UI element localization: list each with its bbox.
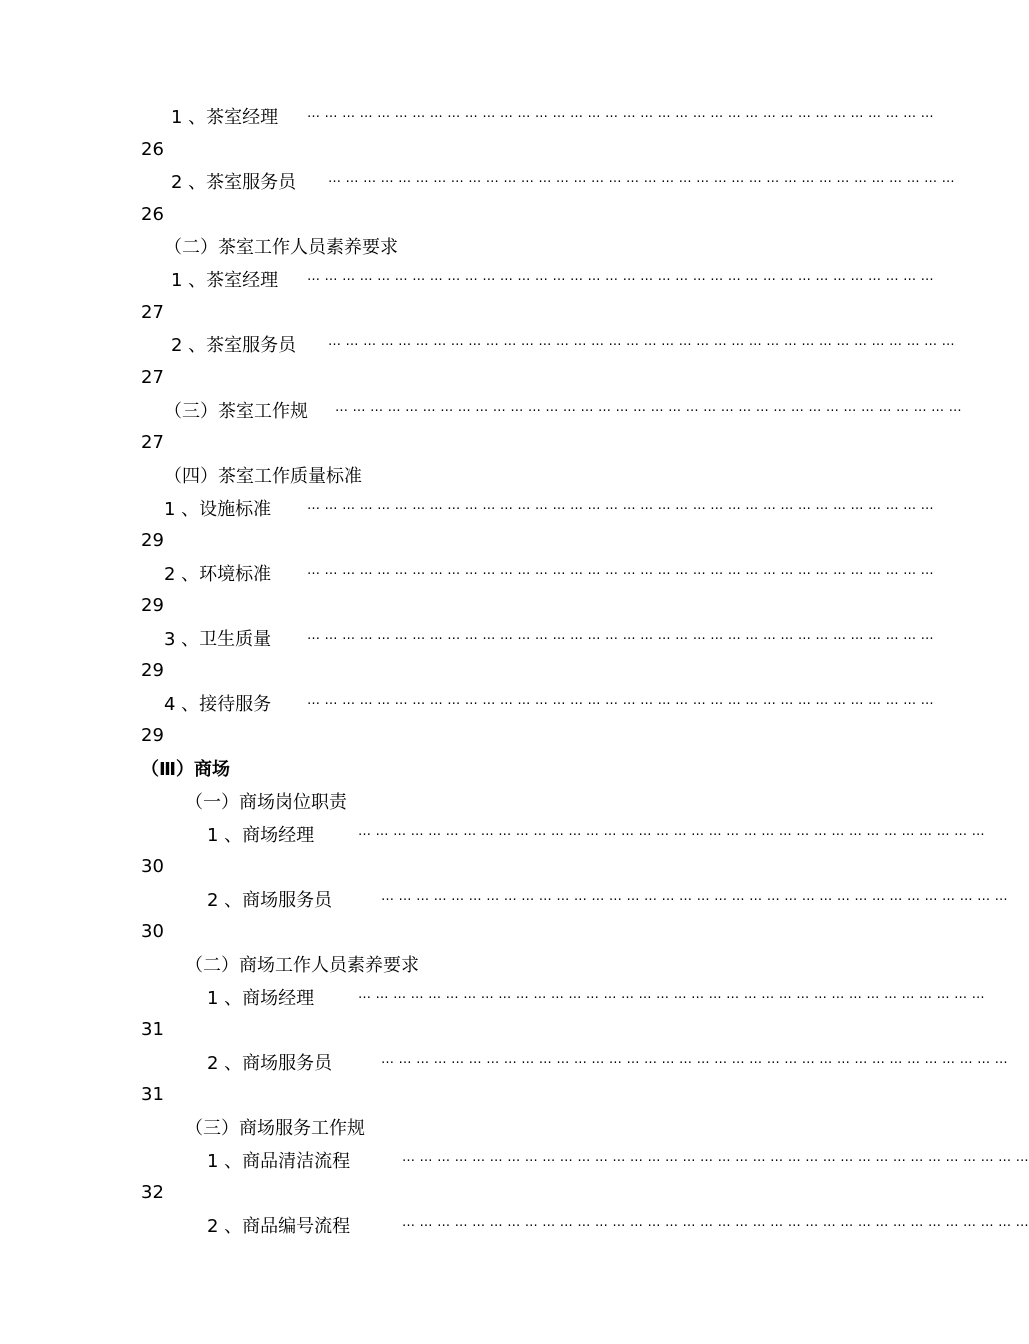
- toc-page-number: 26: [141, 139, 164, 160]
- toc-page-number: 32: [141, 1182, 164, 1203]
- toc-entry-label: 1 、设施标准: [164, 499, 272, 520]
- toc-entry-label: 3 、卫生质量: [164, 629, 272, 650]
- toc-heading-label: （二）商场工作人员素养要求: [185, 955, 419, 976]
- toc-page-number: 29: [141, 660, 164, 681]
- toc-heading: [0, 950, 950, 982]
- toc-entry-label: （三）茶室工作规: [164, 401, 308, 422]
- toc-entry: [0, 494, 950, 526]
- toc-leader: … … … … … … … … … … … … … … … … … … … … … … … … … … … … … … … … … … … …: [307, 106, 934, 121]
- toc-entry: [0, 1211, 1029, 1243]
- toc-entry: [0, 396, 962, 428]
- toc-page-number: 30: [141, 856, 164, 877]
- toc-entry: [0, 1048, 1008, 1080]
- toc-page-number: 29: [141, 595, 164, 616]
- toc-section: [0, 754, 950, 786]
- toc-page-number: 29: [141, 725, 164, 746]
- toc-entry-label: 2 、商品编号流程: [207, 1216, 351, 1237]
- toc-page-number: 27: [141, 367, 164, 388]
- toc-heading: [0, 787, 950, 819]
- toc-leader: … … … … … … … … … … … … … … … … … … … … … … … … … … … … … … … … … … … …: [307, 563, 934, 578]
- toc-leader: … … … … … … … … … … … … … … … … … … … … … … … … … … … … … … … … … … … …: [358, 987, 985, 1002]
- toc-heading-label: （二）茶室工作人员素养要求: [164, 237, 398, 258]
- toc-entry-label: 2 、茶室服务员: [171, 335, 297, 356]
- toc-entry-label: 1 、茶室经理: [171, 270, 279, 291]
- toc-entry: [0, 559, 950, 591]
- toc-section-label: （Ⅲ）商场: [141, 759, 231, 780]
- toc-page-number: 26: [141, 204, 164, 225]
- toc-leader: … … … … … … … … … … … … … … … … … … … … … … … … … … … … … … … … … … … …: [335, 400, 962, 415]
- toc-entry: [0, 624, 950, 656]
- toc-leader: … … … … … … … … … … … … … … … … … … … … … … … … … … … … … … … … … … … …: [328, 171, 955, 186]
- toc-entry: [0, 820, 985, 852]
- toc-page-number: 27: [141, 302, 164, 323]
- toc-heading-label: （三）商场服务工作规: [185, 1118, 365, 1139]
- toc-page-number: 31: [141, 1084, 164, 1105]
- toc-leader: … … … … … … … … … … … … … … … … … … … … … … … … … … … … … … … … … … … …: [307, 693, 934, 708]
- toc-entry-label: 2 、环境标准: [164, 564, 272, 585]
- toc-leader: … … … … … … … … … … … … … … … … … … … … … … … … … … … … … … … … … … … …: [381, 889, 1008, 904]
- toc-heading: [0, 461, 950, 493]
- toc-entry-label: 2 、商场服务员: [207, 1053, 333, 1074]
- toc-entry: [0, 689, 950, 721]
- toc-page-number: 31: [141, 1019, 164, 1040]
- toc-heading: [0, 232, 950, 264]
- toc-heading: [0, 1113, 950, 1145]
- toc-entry: [0, 102, 950, 134]
- toc-leader: … … … … … … … … … … … … … … … … … … … … … … … … … … … … … … … … … … … …: [307, 628, 934, 643]
- toc-entry-label: 4 、接待服务: [164, 694, 272, 715]
- toc-entry-label: 1 、商场经理: [207, 988, 315, 1009]
- toc-entry-label: 1 、茶室经理: [171, 107, 279, 128]
- toc-leader: … … … … … … … … … … … … … … … … … … … … … … … … … … … … … … … … … … … …: [381, 1052, 1008, 1067]
- toc-entry-label: 2 、茶室服务员: [171, 172, 297, 193]
- toc-entry: [0, 330, 955, 362]
- toc-leader: … … … … … … … … … … … … … … … … … … … … … … … … … … … … … … … … … … … …: [307, 498, 934, 513]
- toc-page-number: 29: [141, 530, 164, 551]
- toc-entry: [0, 983, 985, 1015]
- toc-entry-label: 1 、商品清洁流程: [207, 1151, 351, 1172]
- toc-page-number: 30: [141, 921, 164, 942]
- toc-leader: … … … … … … … … … … … … … … … … … … … … … … … … … … … … … … … … … … … …: [307, 269, 934, 284]
- toc-leader: … … … … … … … … … … … … … … … … … … … … … … … … … … … … … … … … … … … …: [328, 334, 955, 349]
- toc-leader: … … … … … … … … … … … … … … … … … … … … … … … … … … … … … … … … … … … …: [358, 824, 985, 839]
- toc-entry: [0, 265, 950, 297]
- toc-page-number: 27: [141, 432, 164, 453]
- toc-entry: [0, 167, 955, 199]
- toc-entry-label: 1 、商场经理: [207, 825, 315, 846]
- toc-entry: [0, 885, 1008, 917]
- toc-heading-label: （四）茶室工作质量标准: [164, 466, 362, 487]
- toc-entry-label: 2 、商场服务员: [207, 890, 333, 911]
- toc-leader: … … … … … … … … … … … … … … … … … … … … … … … … … … … … … … … … … … … …: [402, 1150, 1029, 1165]
- toc-leader: … … … … … … … … … … … … … … … … … … … … … … … … … … … … … … … … … … … …: [402, 1215, 1029, 1230]
- toc-entry: [0, 1146, 1029, 1178]
- toc-heading-label: （一）商场岗位职责: [185, 792, 347, 813]
